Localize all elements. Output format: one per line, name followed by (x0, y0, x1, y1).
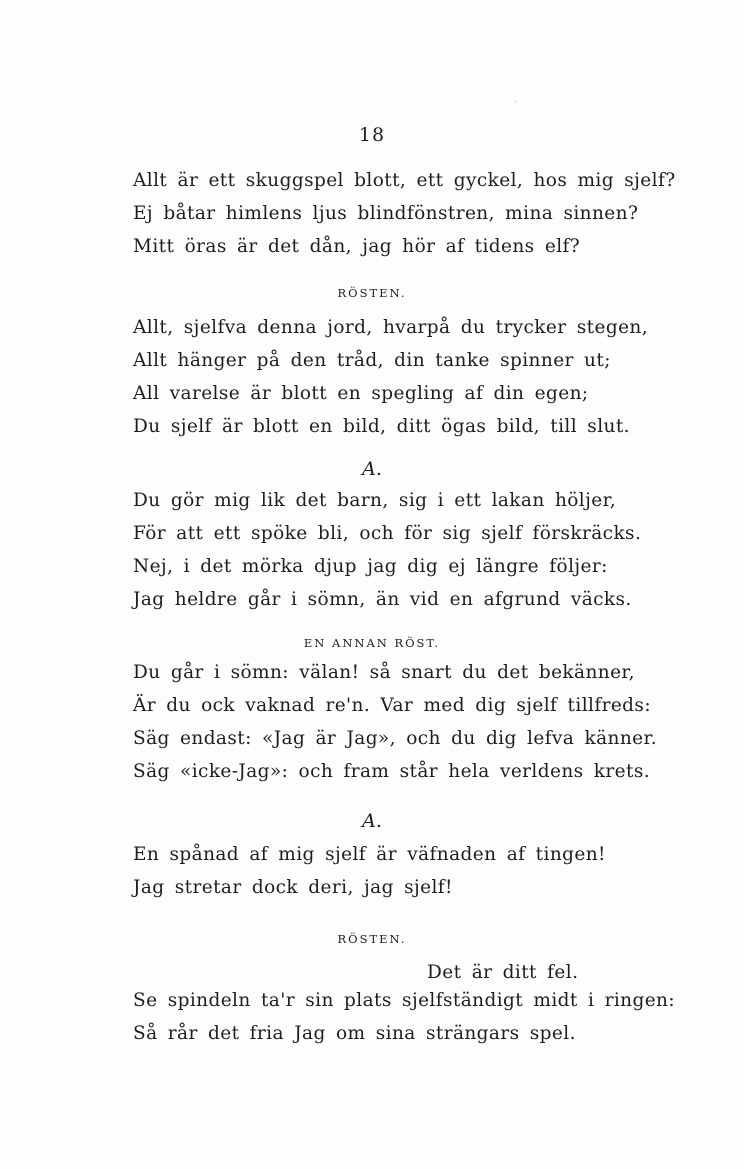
verse-line: All varelse är blott en spegling af din egen; (133, 383, 589, 404)
verse-line: Du sjelf är blott en bild, ditt ögas bild, till slut. (133, 416, 630, 437)
verse-line: Jag heldre går i sömn, än vid en afgrund väcks. (133, 589, 632, 610)
verse-line: Säg «icke-Jag»: och fram står hela verldens krets. (133, 761, 651, 782)
verse-line: Allt, sjelfva denna jord, hvarpå du trycker stegen, (133, 317, 649, 338)
paper-speck (515, 100, 516, 103)
verse-line: Allt hänger på den tråd, din tanke spinner ut; (133, 350, 611, 371)
verse-line: Du går i sömn: välan! så snart du det bekänner, (133, 662, 635, 683)
verse-line: Ej båtar himlens ljus blindfönstren, mina sinnen? (133, 203, 639, 224)
verse-line-indented: Det är ditt fel. (427, 962, 579, 983)
verse-line: Säg endast: «Jag är Jag», och du dig lefva känner. (133, 728, 658, 749)
verse-line: En spånad af mig sjelf är väfnaden af tingen! (133, 844, 606, 865)
verse-line: Mitt öras är det dån, jag hör af tidens elf? (133, 236, 581, 257)
stanza-3 (133, 484, 641, 616)
verse-line: För att ett spöke bli, och för sig sjelf förskräcks. (133, 523, 642, 544)
stanza-1 (133, 164, 676, 263)
verse-line: Allt är ett skuggspel blott, ett gyckel, hos mig sjelf? (133, 170, 676, 191)
speaker-heading: A. (362, 458, 382, 480)
stanza-2 (133, 311, 648, 443)
speaker-heading: EN ANNAN RÖST. (303, 636, 441, 650)
verse-line: Du gör mig lik det barn, sig i ett lakan höljer, (133, 490, 617, 511)
verse-line: Nej, i det mörka djup jag dig ej längre följer: (133, 556, 608, 577)
verse-line: Så rår det fria Jag om sina strängars spel. (133, 1023, 576, 1044)
speaker-heading: RÖSTEN. (337, 286, 407, 300)
verse-line: Jag stretar dock deri, jag sjelf! (133, 877, 453, 898)
stanza-6 (133, 984, 675, 1050)
speaker-heading: A. (362, 810, 382, 832)
verse-line: Är du ock vaknad re'n. Var med dig sjelf tillfreds: (133, 695, 651, 716)
stanza-4 (133, 656, 657, 788)
page-number: 18 (358, 124, 386, 146)
stanza-5 (133, 838, 606, 904)
verse-line: Se spindeln ta'r sin plats sjelfständigt midt i ringen: (133, 990, 676, 1011)
speaker-heading: RÖSTEN. (337, 932, 407, 946)
